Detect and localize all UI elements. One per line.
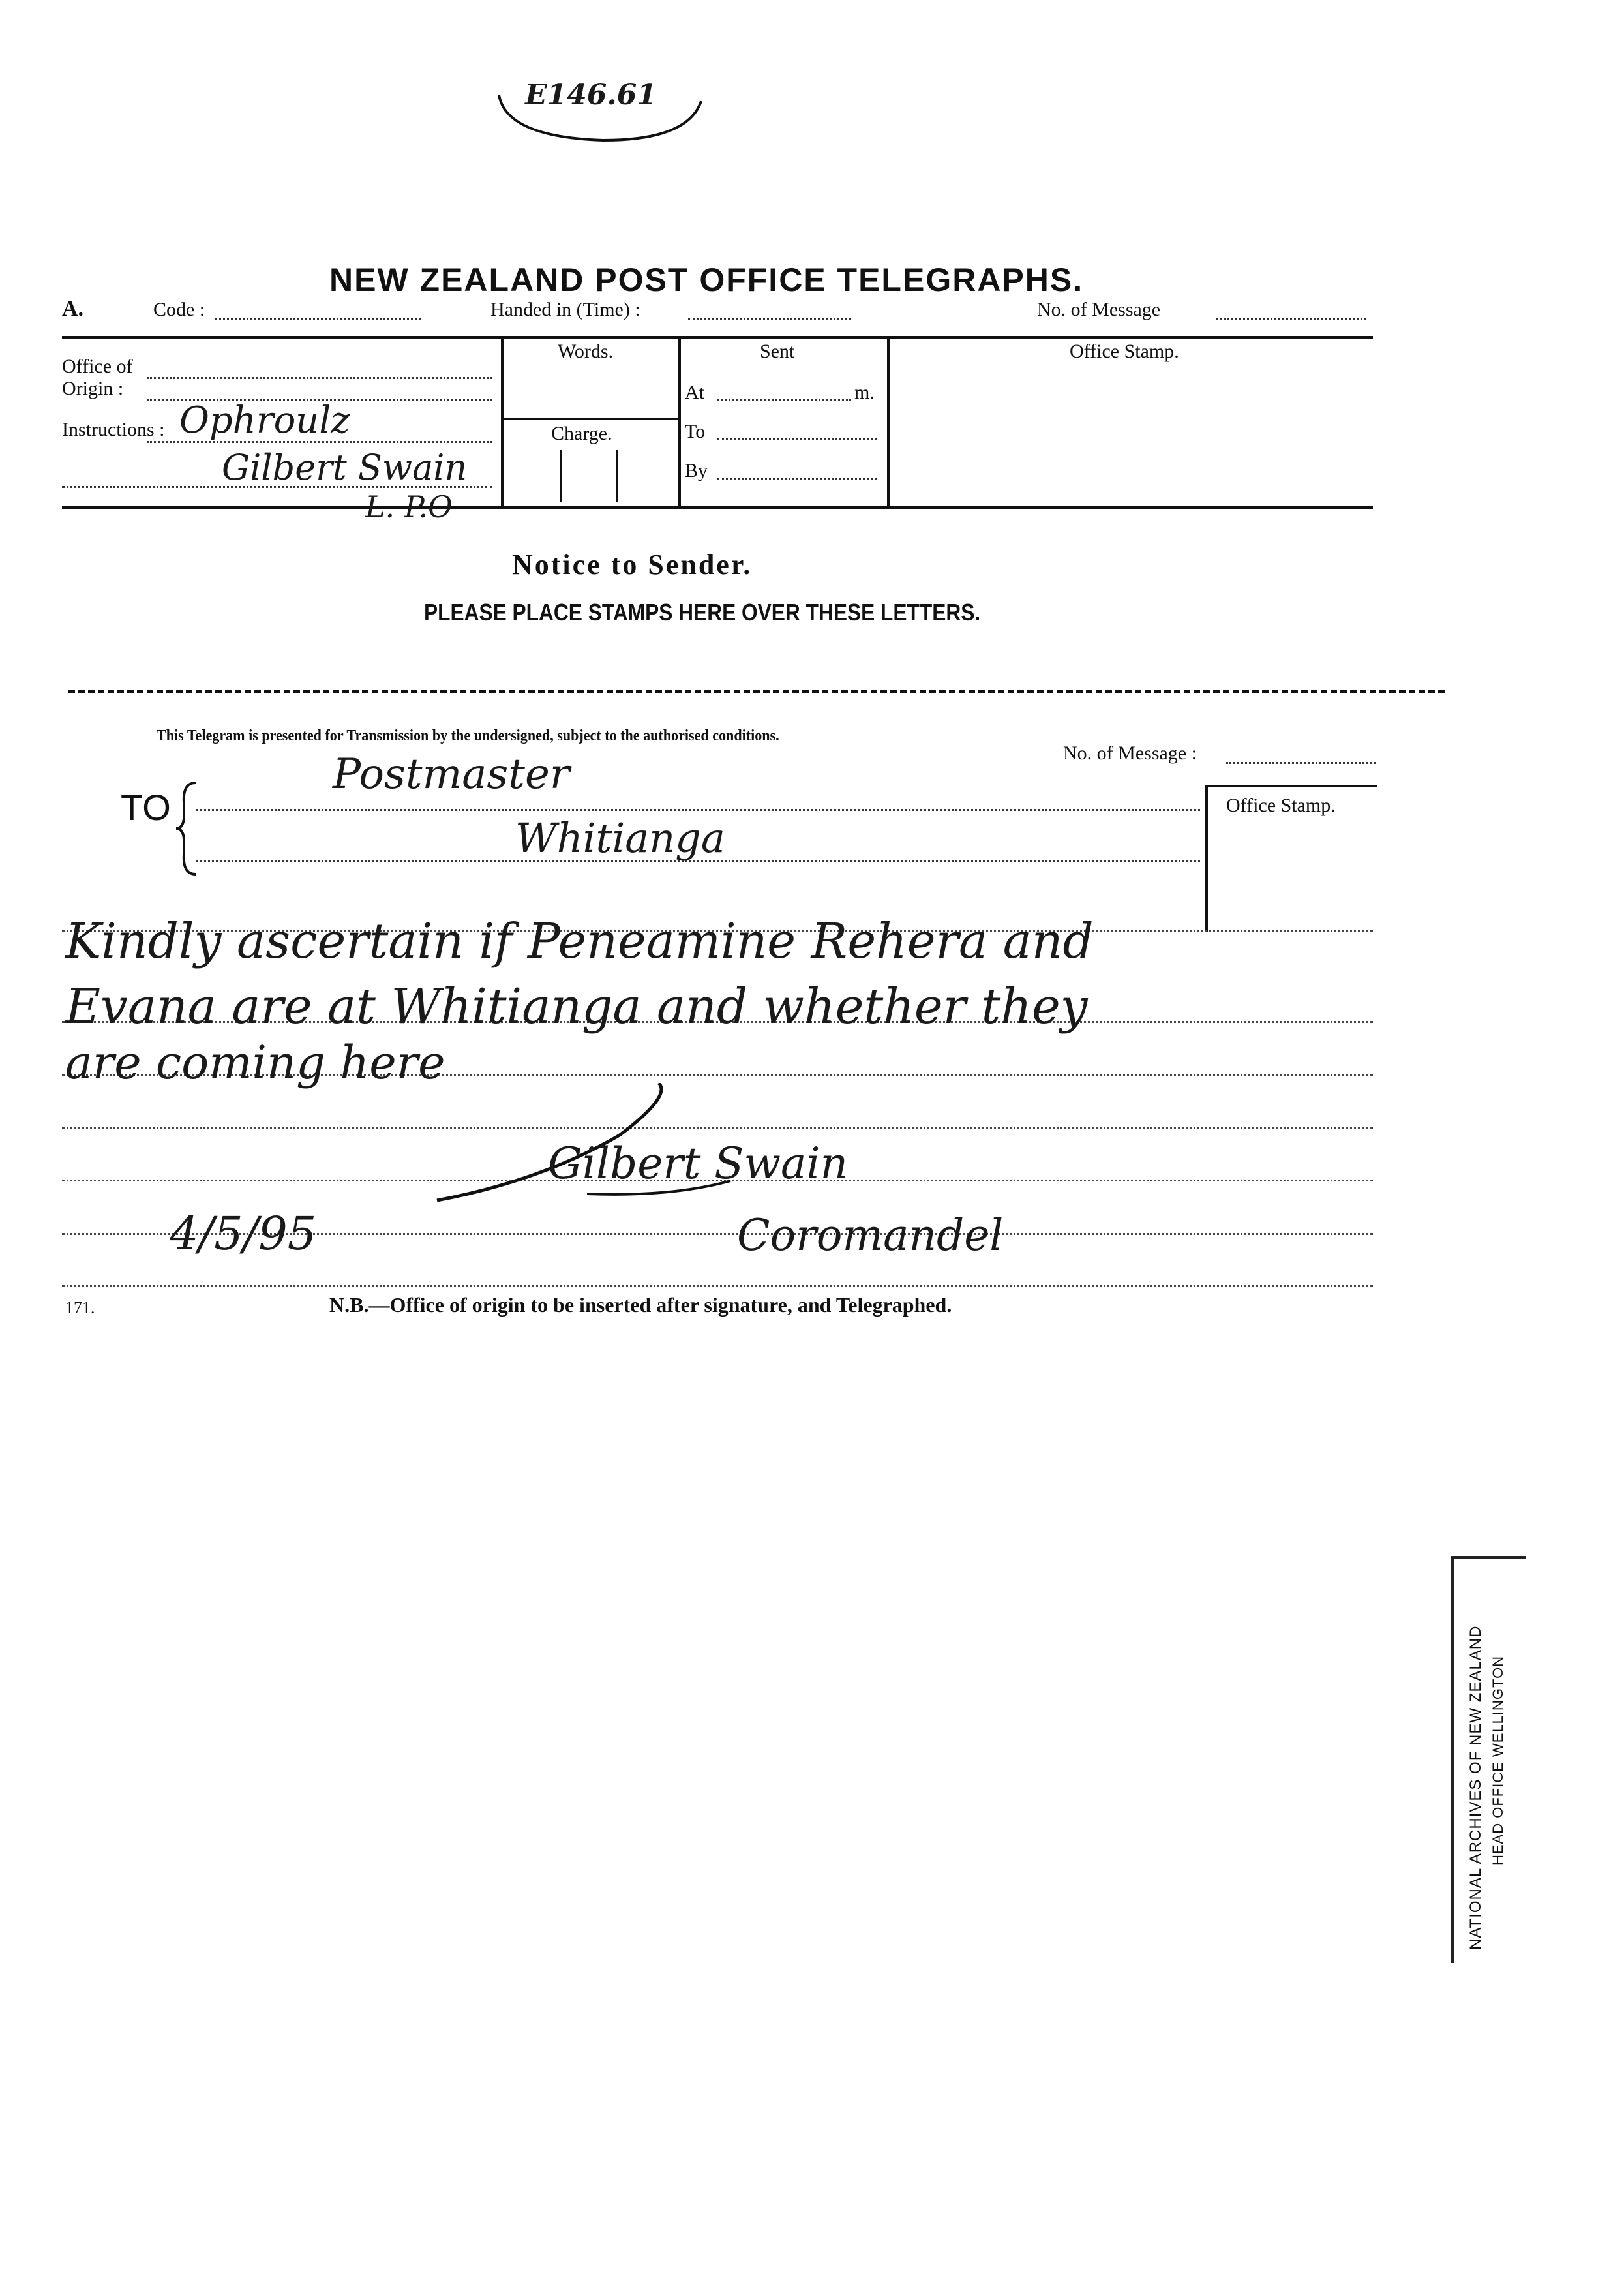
instructions-signature: Gilbert Swain (222, 447, 468, 488)
charge-tick-2 (616, 450, 618, 502)
at-suffix: m. (854, 382, 875, 403)
charge-label: Charge. (551, 423, 612, 444)
instructions-field-1 (147, 441, 492, 443)
archive-stamp (1451, 1556, 1526, 1963)
instructions-field-2 (62, 486, 492, 488)
notice-title: Notice to Sender. (512, 549, 753, 581)
no-of-message-field (1216, 318, 1366, 320)
presented-note: This Telegram is presented for Transmission by the undersigned, subject to the authorised conditions. (157, 727, 779, 744)
at-field (717, 399, 851, 401)
code-label: Code : (153, 299, 205, 320)
addressee-line-2: Whitianga (515, 814, 725, 862)
reference-number: E146.61 (525, 78, 657, 112)
col-divider-2 (678, 336, 681, 507)
code-field (215, 318, 421, 320)
words-label: Words. (558, 341, 614, 362)
to-addressee-label: TO (121, 787, 171, 828)
reference-number-mark (492, 75, 708, 147)
message-date: 4/5/95 (170, 1207, 317, 1260)
handed-in-label: Handed in (Time) : (490, 299, 640, 320)
handed-in-field (688, 318, 851, 320)
office-stamp-label-bottom: Office Stamp. (1226, 795, 1336, 816)
charge-tick-1 (560, 450, 562, 502)
office-of-origin-handwritten: Coromandel (737, 1210, 1004, 1260)
to-label: To (685, 421, 706, 442)
stamp-area-separator (68, 690, 1445, 693)
instructions-label: Instructions : (62, 419, 165, 440)
by-label: By (685, 460, 708, 481)
office-stamp-label-top: Office Stamp. (1070, 341, 1179, 362)
to-field (717, 438, 877, 440)
body-rule-7 (62, 1285, 1373, 1287)
instructions-suffix: L. P.O (365, 489, 453, 525)
form-title: NEW ZEALAND POST OFFICE TELEGRAPHS. (329, 262, 1084, 298)
addressee-bracket (176, 780, 202, 877)
form-number: 171. (65, 1298, 95, 1317)
message-body-line-1: Kindly ascertain if Peneamine Rehera and (65, 913, 1094, 969)
office-of-origin-field-1 (147, 377, 492, 379)
message-no-label: No. of Message : (1063, 742, 1197, 764)
at-label: At (685, 382, 704, 403)
addressee-field-1 (196, 809, 1200, 811)
sent-label: Sent (760, 341, 795, 362)
col-divider-3 (887, 336, 890, 507)
archive-stamp-line-1: NATIONAL ARCHIVES OF NEW ZEALAND (1467, 1625, 1484, 1950)
message-no-field (1226, 762, 1376, 764)
archive-stamp-line-2: HEAD OFFICE WELLINGTON (1490, 1655, 1506, 1865)
notice-instruction: PLEASE PLACE STAMPS HERE OVER THESE LETTERS. (424, 599, 981, 626)
addressee-line-1: Postmaster (333, 750, 570, 799)
sender-signature: Gilbert Swain (548, 1138, 848, 1189)
message-body-line-2: Evana are at Whitianga and whether they (65, 979, 1088, 1035)
by-field (717, 478, 877, 480)
form-letter: A. (62, 297, 84, 321)
footer-note: N.B.—Office of origin to be inserted after signature, and Telegraphed. (329, 1293, 952, 1317)
col-divider-1 (501, 336, 504, 507)
no-of-message-label: No. of Message (1037, 299, 1161, 320)
top-table-top-border (62, 336, 1373, 339)
instructions-value: Ophroulz (179, 399, 350, 442)
top-table-bottom-border (62, 506, 1373, 509)
office-of-origin-label: Office of Origin : (62, 356, 133, 399)
words-charge-divider (501, 418, 681, 420)
message-body-line-3: are coming here (65, 1036, 445, 1089)
